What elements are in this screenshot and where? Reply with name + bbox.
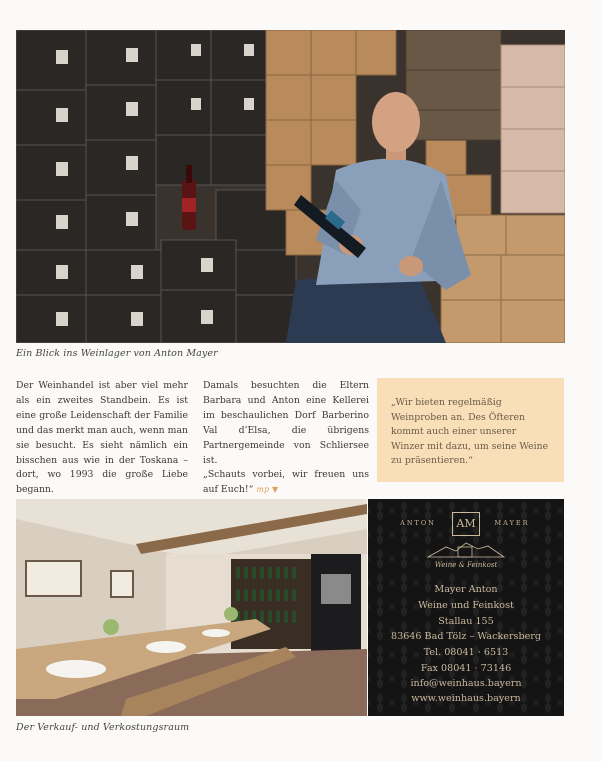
article-column-2 (203, 379, 369, 498)
article-paragraph: Damals besuchten die Eltern Barbara und Anton eine Kellerei im beschaulichen Dorf Barberino Val d’Elsa, die übrigens Partnergemeinde von Schliersee ist. (203, 380, 369, 466)
logo-monogram: AM (452, 512, 480, 536)
card-city: 83646 Bad Tölz – Wackersberg (390, 631, 542, 642)
card-tagline: Weine & Feinkost (434, 561, 498, 569)
chevron-down-icon: ▼ (272, 485, 279, 495)
card-street: Stallau 155 (438, 616, 494, 627)
card-email[interactable]: info@weinhaus.bayern (410, 678, 522, 689)
article-closing (203, 468, 369, 498)
closing-quote: „Schauts vorbei, wir freuen uns auf Euch!“ (203, 469, 369, 496)
tasting-room-illustration (16, 499, 367, 716)
bottom-photo-caption: Der Verkauf- und Verkostungsraum (16, 722, 190, 733)
quote-box (377, 378, 564, 482)
author-mark: mp (256, 485, 270, 495)
tasting-room-photo (16, 499, 367, 716)
wine-storage-photo (16, 30, 565, 343)
card-website[interactable]: www.weinhaus.bayern (411, 693, 521, 704)
card-subtitle: Weine und Feinkost (418, 600, 514, 611)
logo-right-text: MAYER (494, 519, 530, 527)
top-photo-caption: Ein Blick ins Weinlager von Anton Mayer (16, 348, 218, 359)
business-card (368, 499, 564, 716)
card-fax: Fax 08041 · 73146 (420, 663, 512, 674)
article-column-1: Der Weinhandel ist aber viel mehr als ein zweites Standbein. Es ist eine große Leidenschaft der Familie und das merkt man auch, wenn man sie besucht. Es sieht nämlich ein bisschen aus wie in der Toskana – dort, wo 1993 die große Liebe begann. (16, 380, 188, 496)
quote-text: „Wir bieten regelmäßig Weinproben an. Des Öfteren kommt auch einer unserer Winzer mit dazu, um seine Weine zu präsentieren.“ (391, 397, 549, 467)
estate-drawing-icon (426, 537, 506, 559)
logo-left-text: ANTON (400, 519, 436, 527)
card-name: Mayer Anton (434, 584, 498, 595)
wine-storage-illustration (16, 30, 565, 343)
card-tel: Tel. 08041 · 6513 (423, 647, 509, 658)
